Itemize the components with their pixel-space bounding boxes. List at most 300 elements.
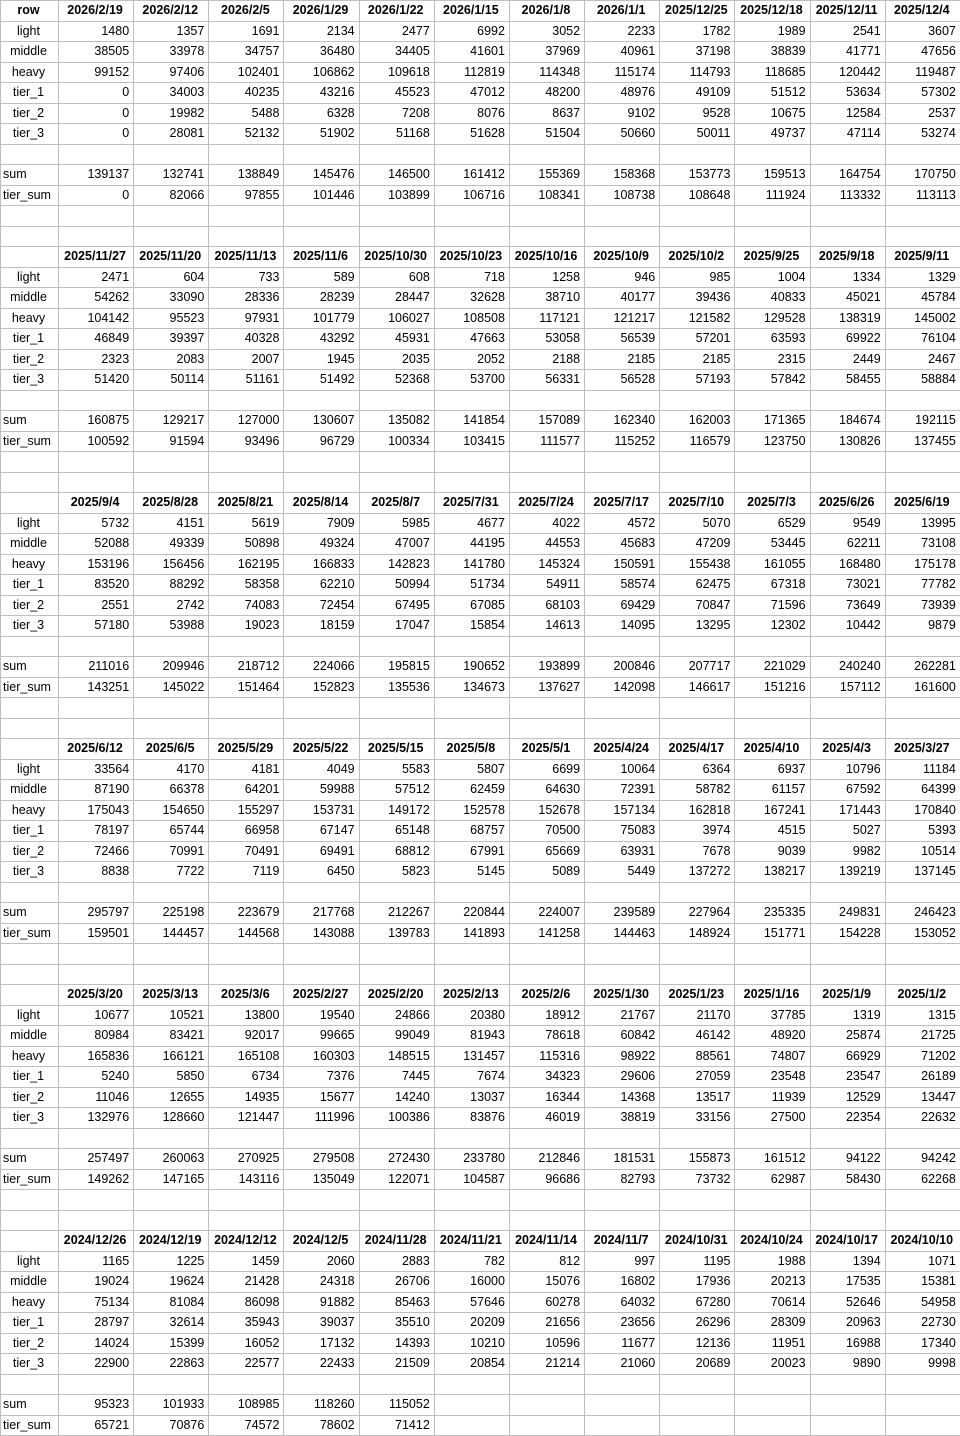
empty-cell (359, 964, 434, 985)
empty-cell (660, 1190, 735, 1211)
row-label: tier_1 (1, 821, 59, 842)
empty-cell (284, 390, 359, 411)
value-cell: 108508 (434, 308, 509, 329)
date-header-cell: 2024/12/5 (284, 1231, 359, 1252)
value-cell: 56528 (585, 370, 660, 391)
date-header-cell: 2025/12/18 (735, 1, 810, 22)
value-cell: 144463 (585, 923, 660, 944)
value-cell: 99152 (59, 62, 134, 83)
empty-cell (509, 964, 584, 985)
empty-cell (735, 1210, 810, 1231)
value-cell: 184674 (810, 411, 885, 432)
value-cell: 57302 (885, 83, 960, 104)
empty-cell (585, 144, 660, 165)
date-header-cell: 2026/1/1 (585, 1, 660, 22)
empty-cell (735, 636, 810, 657)
spacer-row (1, 144, 960, 165)
value-cell: 45931 (359, 329, 434, 350)
value-cell: 38839 (735, 42, 810, 63)
value-cell (660, 1395, 735, 1416)
row-label: middle (1, 288, 59, 309)
value-cell: 56539 (585, 329, 660, 350)
empty-cell (735, 1128, 810, 1149)
tier-sum-row (1, 431, 960, 452)
value-cell: 33156 (660, 1108, 735, 1129)
empty-cell (134, 390, 209, 411)
value-cell: 130607 (284, 411, 359, 432)
empty-cell (885, 1190, 960, 1211)
value-cell: 21656 (509, 1313, 584, 1334)
value-cell: 83421 (134, 1026, 209, 1047)
empty-cell (209, 226, 284, 247)
value-cell: 1459 (209, 1251, 284, 1272)
tier-sum-row (1, 1415, 960, 1436)
value-cell: 38505 (59, 42, 134, 63)
value-cell: 58455 (810, 370, 885, 391)
table-row (1, 42, 960, 63)
row-label: tier_3 (1, 1354, 59, 1375)
value-cell: 217768 (284, 903, 359, 924)
empty-cell (735, 206, 810, 227)
value-cell: 127000 (209, 411, 284, 432)
value-cell: 33978 (134, 42, 209, 63)
value-cell: 49324 (284, 534, 359, 555)
tier-sum-row (1, 923, 960, 944)
empty-cell (209, 636, 284, 657)
spacer-row (1, 718, 960, 739)
value-cell: 156456 (134, 554, 209, 575)
spacer-row (1, 1190, 960, 1211)
empty-cell (735, 882, 810, 903)
empty-cell (509, 206, 584, 227)
value-cell: 2083 (134, 349, 209, 370)
value-cell: 2134 (284, 21, 359, 42)
value-cell: 175043 (59, 800, 134, 821)
empty-cell (585, 1190, 660, 1211)
empty-cell (660, 226, 735, 247)
value-cell: 103415 (434, 431, 509, 452)
empty-cell (1, 144, 59, 165)
date-header-cell: 2025/10/16 (509, 247, 584, 268)
date-header-cell: 2026/2/19 (59, 1, 134, 22)
date-header-row (1, 247, 960, 268)
value-cell: 119487 (885, 62, 960, 83)
empty-cell (209, 1210, 284, 1231)
empty-cell (59, 206, 134, 227)
value-cell: 58884 (885, 370, 960, 391)
value-cell: 946 (585, 267, 660, 288)
row-label: tier_3 (1, 124, 59, 145)
empty-cell (134, 1210, 209, 1231)
value-cell: 160875 (59, 411, 134, 432)
empty-cell (509, 144, 584, 165)
row-label: tier_sum (1, 923, 59, 944)
value-cell: 29606 (585, 1067, 660, 1088)
value-cell: 41771 (810, 42, 885, 63)
empty-cell (1, 247, 59, 268)
value-cell: 246423 (885, 903, 960, 924)
value-cell: 14368 (585, 1087, 660, 1108)
value-cell: 147165 (134, 1169, 209, 1190)
empty-cell (134, 226, 209, 247)
value-cell: 45021 (810, 288, 885, 309)
empty-cell (1, 718, 59, 739)
table-row (1, 1251, 960, 1272)
empty-cell (434, 472, 509, 493)
value-cell: 130826 (810, 431, 885, 452)
value-cell: 52646 (810, 1292, 885, 1313)
value-cell: 37969 (509, 42, 584, 63)
value-cell: 78197 (59, 821, 134, 842)
empty-cell (585, 1374, 660, 1395)
date-header-cell: 2025/7/17 (585, 493, 660, 514)
value-cell: 75134 (59, 1292, 134, 1313)
value-cell: 152678 (509, 800, 584, 821)
value-cell: 106716 (434, 185, 509, 206)
value-cell: 70991 (134, 841, 209, 862)
value-cell: 9998 (885, 1354, 960, 1375)
value-cell: 62987 (735, 1169, 810, 1190)
value-cell: 155438 (660, 554, 735, 575)
value-cell: 21060 (585, 1354, 660, 1375)
value-cell: 257497 (59, 1149, 134, 1170)
value-cell: 96686 (509, 1169, 584, 1190)
value-cell: 170750 (885, 165, 960, 186)
value-cell: 64630 (509, 780, 584, 801)
value-cell: 72391 (585, 780, 660, 801)
value-cell: 21170 (660, 1005, 735, 1026)
value-cell: 14393 (359, 1333, 434, 1354)
empty-cell (284, 964, 359, 985)
value-cell: 50011 (660, 124, 735, 145)
empty-cell (810, 472, 885, 493)
value-cell: 7909 (284, 513, 359, 534)
value-cell: 160303 (284, 1046, 359, 1067)
value-cell: 20963 (810, 1313, 885, 1334)
empty-cell (359, 698, 434, 719)
value-cell: 9102 (585, 103, 660, 124)
value-cell: 61157 (735, 780, 810, 801)
empty-cell (509, 452, 584, 473)
value-cell: 21509 (359, 1354, 434, 1375)
table-row (1, 1272, 960, 1293)
value-cell: 88292 (134, 575, 209, 596)
value-cell: 68757 (434, 821, 509, 842)
value-cell: 6450 (284, 862, 359, 883)
empty-cell (810, 1128, 885, 1149)
value-cell: 1258 (509, 267, 584, 288)
date-header-cell: 2025/4/10 (735, 739, 810, 760)
date-header-cell: 2024/12/26 (59, 1231, 134, 1252)
value-cell: 132976 (59, 1108, 134, 1129)
empty-cell (434, 944, 509, 965)
value-cell: 70500 (509, 821, 584, 842)
table-row (1, 780, 960, 801)
date-header-cell: 2025/10/23 (434, 247, 509, 268)
date-header-cell: 2026/2/5 (209, 1, 284, 22)
value-cell: 4151 (134, 513, 209, 534)
value-cell: 65148 (359, 821, 434, 842)
date-header-cell: 2025/1/9 (810, 985, 885, 1006)
value-cell: 68103 (509, 595, 584, 616)
value-cell: 57512 (359, 780, 434, 801)
value-cell: 65721 (59, 1415, 134, 1436)
empty-cell (885, 718, 960, 739)
value-cell: 101446 (284, 185, 359, 206)
value-cell (509, 1415, 584, 1436)
value-cell: 34323 (509, 1067, 584, 1088)
value-cell: 209946 (134, 657, 209, 678)
empty-cell (660, 1374, 735, 1395)
table-row (1, 349, 960, 370)
date-header-cell: 2025/5/1 (509, 739, 584, 760)
value-cell: 165108 (209, 1046, 284, 1067)
empty-cell (284, 1374, 359, 1395)
value-cell (735, 1415, 810, 1436)
row-label: tier_1 (1, 1313, 59, 1334)
value-cell: 146617 (660, 677, 735, 698)
empty-cell (735, 718, 810, 739)
row-label: tier_2 (1, 841, 59, 862)
row-label: sum (1, 1395, 59, 1416)
date-header-cell: 2025/1/30 (585, 985, 660, 1006)
value-cell: 73021 (810, 575, 885, 596)
row-label: middle (1, 1026, 59, 1047)
date-header-cell: 2025/10/30 (359, 247, 434, 268)
empty-cell (1, 1190, 59, 1211)
value-cell: 6734 (209, 1067, 284, 1088)
empty-cell (585, 452, 660, 473)
empty-cell (284, 144, 359, 165)
value-cell: 37785 (735, 1005, 810, 1026)
value-cell: 159513 (735, 165, 810, 186)
value-cell: 223679 (209, 903, 284, 924)
date-header-cell: 2026/2/12 (134, 1, 209, 22)
value-cell: 14935 (209, 1087, 284, 1108)
value-cell: 733 (209, 267, 284, 288)
value-cell: 118260 (284, 1395, 359, 1416)
value-cell: 50898 (209, 534, 284, 555)
row-label: tier_2 (1, 1087, 59, 1108)
date-header-cell: 2025/9/4 (59, 493, 134, 514)
row-label: heavy (1, 308, 59, 329)
date-header-cell: 2025/8/7 (359, 493, 434, 514)
value-cell: 54958 (885, 1292, 960, 1313)
value-cell: 53058 (509, 329, 584, 350)
value-cell: 47656 (885, 42, 960, 63)
value-cell: 2323 (59, 349, 134, 370)
empty-cell (59, 718, 134, 739)
value-cell: 9039 (735, 841, 810, 862)
empty-cell (509, 1190, 584, 1211)
value-cell: 13295 (660, 616, 735, 637)
row-label: tier_3 (1, 1108, 59, 1129)
empty-cell (735, 452, 810, 473)
value-cell: 225198 (134, 903, 209, 924)
value-cell: 23656 (585, 1313, 660, 1334)
date-header-cell: 2025/2/6 (509, 985, 584, 1006)
empty-cell (1, 1231, 59, 1252)
row-label: sum (1, 165, 59, 186)
value-cell: 54262 (59, 288, 134, 309)
value-cell: 83876 (434, 1108, 509, 1129)
table-row (1, 103, 960, 124)
empty-cell (810, 226, 885, 247)
value-cell: 9528 (660, 103, 735, 124)
value-cell: 137272 (660, 862, 735, 883)
empty-cell (885, 698, 960, 719)
value-cell: 53988 (134, 616, 209, 637)
value-cell: 106862 (284, 62, 359, 83)
empty-cell (209, 1374, 284, 1395)
spacer-row (1, 1374, 960, 1395)
empty-cell (1, 698, 59, 719)
empty-cell (59, 698, 134, 719)
table-row (1, 1292, 960, 1313)
value-cell: 83520 (59, 575, 134, 596)
value-cell: 11184 (885, 759, 960, 780)
value-cell: 141893 (434, 923, 509, 944)
value-cell: 64399 (885, 780, 960, 801)
value-cell: 76104 (885, 329, 960, 350)
date-header-cell: 2025/6/12 (59, 739, 134, 760)
value-cell: 73939 (885, 595, 960, 616)
value-cell: 2883 (359, 1251, 434, 1272)
empty-cell (585, 1128, 660, 1149)
value-cell: 218712 (209, 657, 284, 678)
row-label: tier_2 (1, 595, 59, 616)
value-cell: 167241 (735, 800, 810, 821)
value-cell: 123750 (735, 431, 810, 452)
value-cell: 149262 (59, 1169, 134, 1190)
empty-cell (59, 226, 134, 247)
value-cell: 129217 (134, 411, 209, 432)
value-cell: 4572 (585, 513, 660, 534)
value-cell: 95323 (59, 1395, 134, 1416)
value-cell: 0 (59, 103, 134, 124)
value-cell: 82066 (134, 185, 209, 206)
table-row (1, 83, 960, 104)
empty-cell (885, 1210, 960, 1231)
empty-cell (660, 636, 735, 657)
date-header-row (1, 493, 960, 514)
value-cell: 5807 (434, 759, 509, 780)
value-cell: 6364 (660, 759, 735, 780)
table-row (1, 124, 960, 145)
value-cell: 1319 (810, 1005, 885, 1026)
value-cell: 47663 (434, 329, 509, 350)
value-cell (434, 1415, 509, 1436)
table-row (1, 1067, 960, 1088)
empty-cell (134, 944, 209, 965)
value-cell: 16000 (434, 1272, 509, 1293)
empty-cell (209, 718, 284, 739)
date-header-cell: 2024/10/17 (810, 1231, 885, 1252)
value-cell: 71596 (735, 595, 810, 616)
value-cell: 7445 (359, 1067, 434, 1088)
value-cell: 67147 (284, 821, 359, 842)
value-cell: 58430 (810, 1169, 885, 1190)
empty-cell (585, 226, 660, 247)
empty-cell (735, 1190, 810, 1211)
date-header-cell: 2025/1/2 (885, 985, 960, 1006)
empty-cell (885, 964, 960, 985)
value-cell: 159501 (59, 923, 134, 944)
empty-cell (885, 944, 960, 965)
value-cell: 11951 (735, 1333, 810, 1354)
value-cell (509, 1395, 584, 1416)
date-header-cell: 2025/9/11 (885, 247, 960, 268)
date-header-cell: 2025/12/11 (810, 1, 885, 22)
empty-cell (660, 144, 735, 165)
value-cell: 78602 (284, 1415, 359, 1436)
value-cell: 5449 (585, 862, 660, 883)
value-cell: 44553 (509, 534, 584, 555)
empty-cell (359, 1374, 434, 1395)
table-row (1, 1108, 960, 1129)
value-cell: 221029 (735, 657, 810, 678)
value-cell: 73108 (885, 534, 960, 555)
date-header-cell: 2024/12/12 (209, 1231, 284, 1252)
row-label: heavy (1, 62, 59, 83)
value-cell: 62459 (434, 780, 509, 801)
date-header-cell: 2024/12/19 (134, 1231, 209, 1252)
empty-cell (509, 390, 584, 411)
row-label: tier_sum (1, 431, 59, 452)
value-cell: 77782 (885, 575, 960, 596)
empty-cell (284, 944, 359, 965)
value-cell: 155369 (509, 165, 584, 186)
value-cell: 154228 (810, 923, 885, 944)
value-cell: 47012 (434, 83, 509, 104)
value-cell: 148515 (359, 1046, 434, 1067)
value-cell: 51161 (209, 370, 284, 391)
row-label: tier_sum (1, 677, 59, 698)
value-cell: 0 (59, 83, 134, 104)
value-cell: 2467 (885, 349, 960, 370)
row-label: tier_3 (1, 862, 59, 883)
value-cell: 46142 (660, 1026, 735, 1047)
value-cell: 58782 (660, 780, 735, 801)
empty-cell (1, 493, 59, 514)
value-cell: 117121 (509, 308, 584, 329)
value-cell: 4515 (735, 821, 810, 842)
value-cell: 718 (434, 267, 509, 288)
table-row (1, 595, 960, 616)
value-cell: 44195 (434, 534, 509, 555)
date-header-cell: 2025/9/25 (735, 247, 810, 268)
value-cell: 1394 (810, 1251, 885, 1272)
date-header-cell: 2024/11/21 (434, 1231, 509, 1252)
value-cell: 57193 (660, 370, 735, 391)
table-row (1, 1046, 960, 1067)
date-header-cell: 2025/8/14 (284, 493, 359, 514)
value-cell: 18912 (509, 1005, 584, 1026)
value-cell: 51168 (359, 124, 434, 145)
value-cell: 74083 (209, 595, 284, 616)
value-cell: 162340 (585, 411, 660, 432)
date-header-cell: 2025/3/6 (209, 985, 284, 1006)
value-cell: 23548 (735, 1067, 810, 1088)
value-cell: 138849 (209, 165, 284, 186)
value-cell (810, 1395, 885, 1416)
value-cell: 33564 (59, 759, 134, 780)
row-label: tier_sum (1, 185, 59, 206)
empty-cell (434, 718, 509, 739)
empty-cell (735, 1374, 810, 1395)
empty-cell (1, 206, 59, 227)
value-cell: 137455 (885, 431, 960, 452)
